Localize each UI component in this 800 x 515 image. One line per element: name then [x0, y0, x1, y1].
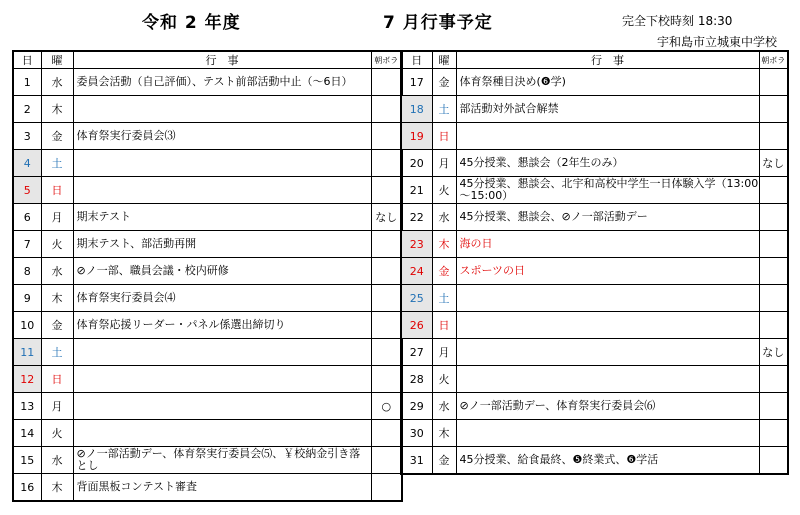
event-cell: 45分授業、懇談会、北宇和高校中学生一日体験入学（13:00～15:00） — [456, 177, 759, 204]
day-cell: 21 — [401, 177, 432, 204]
day-cell: 24 — [401, 258, 432, 285]
table-row — [13, 177, 402, 204]
dow-cell: 金 — [432, 69, 456, 96]
event-cell: 期末テスト — [73, 204, 371, 231]
table-row — [401, 204, 788, 231]
day-cell: 3 — [13, 123, 41, 150]
day-cell: 27 — [401, 339, 432, 366]
morning-cell — [759, 366, 788, 393]
morning-cell — [759, 69, 788, 96]
dow-cell: 火 — [432, 177, 456, 204]
dow-cell: 月 — [41, 204, 73, 231]
dow-cell: 木 — [432, 420, 456, 447]
col-header-day: 日 — [401, 51, 432, 69]
dow-cell: 木 — [432, 231, 456, 258]
school-name: 宇和島市立城東中学校 — [657, 35, 778, 49]
event-cell — [73, 339, 371, 366]
dow-cell: 月 — [432, 339, 456, 366]
event-cell — [456, 123, 759, 150]
dow-cell: 木 — [41, 474, 73, 502]
day-cell: 13 — [13, 393, 41, 420]
morning-cell — [759, 285, 788, 312]
event-cell — [73, 177, 371, 204]
event-cell — [456, 339, 759, 366]
dow-cell: 火 — [41, 231, 73, 258]
day-cell: 8 — [13, 258, 41, 285]
table-row — [13, 285, 402, 312]
dow-cell: 火 — [432, 366, 456, 393]
day-cell: 10 — [13, 312, 41, 339]
col-header-dow: 曜 — [432, 51, 456, 69]
event-cell — [73, 150, 371, 177]
day-cell: 14 — [13, 420, 41, 447]
dow-cell: 月 — [432, 150, 456, 177]
dow-cell: 水 — [41, 447, 73, 474]
table-row — [13, 474, 402, 502]
table-header-row — [401, 51, 788, 69]
dow-cell: 土 — [432, 285, 456, 312]
dow-cell: 水 — [41, 69, 73, 96]
event-cell — [456, 312, 759, 339]
event-cell: 体育祭実行委員会⑶ — [73, 123, 371, 150]
dow-cell: 土 — [41, 339, 73, 366]
table-row — [401, 258, 788, 285]
day-cell: 4 — [13, 150, 41, 177]
table-row — [13, 339, 402, 366]
dow-cell: 金 — [432, 447, 456, 475]
dow-cell: 水 — [432, 204, 456, 231]
col-header-dow: 曜 — [41, 51, 73, 69]
morning-cell — [759, 231, 788, 258]
dow-cell: 金 — [432, 258, 456, 285]
morning-cell — [759, 312, 788, 339]
month-title: 7 月行事予定 — [383, 13, 493, 33]
dow-cell: 月 — [41, 393, 73, 420]
event-cell: 期末テスト、部活動再開 — [73, 231, 371, 258]
table-row — [401, 420, 788, 447]
event-cell: 背面黒板コンテスト審査 — [73, 474, 371, 502]
col-header-event: 行 事 — [456, 51, 759, 69]
morning-cell — [371, 231, 402, 258]
day-cell: 17 — [401, 69, 432, 96]
table-row — [13, 393, 402, 420]
event-cell — [73, 366, 371, 393]
dow-cell: 水 — [41, 258, 73, 285]
morning-cell — [759, 447, 788, 475]
day-cell: 30 — [401, 420, 432, 447]
morning-cell — [759, 258, 788, 285]
day-cell: 22 — [401, 204, 432, 231]
day-cell: 29 — [401, 393, 432, 420]
day-cell: 2 — [13, 96, 41, 123]
dow-cell: 日 — [432, 312, 456, 339]
table-row — [401, 123, 788, 150]
table-row — [401, 96, 788, 123]
morning-cell: なし — [759, 339, 788, 366]
morning-cell: なし — [371, 204, 402, 231]
table-row — [13, 123, 402, 150]
event-cell: 体育祭実行委員会⑷ — [73, 285, 371, 312]
dow-cell: 水 — [432, 393, 456, 420]
event-cell: 45分授業、給食最終、❺終業式、❻学活 — [456, 447, 759, 475]
day-cell: 6 — [13, 204, 41, 231]
dow-cell: 火 — [41, 420, 73, 447]
event-cell — [73, 393, 371, 420]
day-cell: 25 — [401, 285, 432, 312]
morning-cell — [759, 420, 788, 447]
morning-cell — [371, 474, 402, 502]
dow-cell: 日 — [41, 177, 73, 204]
morning-cell — [759, 96, 788, 123]
event-cell — [456, 366, 759, 393]
event-cell: 海の日 — [456, 231, 759, 258]
morning-cell — [371, 96, 402, 123]
event-cell — [73, 420, 371, 447]
morning-cell — [759, 123, 788, 150]
day-cell: 12 — [13, 366, 41, 393]
morning-cell — [371, 69, 402, 96]
morning-cell — [371, 420, 402, 447]
table-row — [13, 231, 402, 258]
day-cell: 28 — [401, 366, 432, 393]
table-row — [13, 258, 402, 285]
dow-cell: 土 — [41, 150, 73, 177]
table-row — [401, 339, 788, 366]
morning-cell — [371, 177, 402, 204]
day-cell: 26 — [401, 312, 432, 339]
event-cell: 45分授業、懇談会、⊘ノ一部活動デー — [456, 204, 759, 231]
table-row — [401, 150, 788, 177]
col-header-morning: 朝ボラ — [759, 51, 788, 69]
morning-cell — [371, 150, 402, 177]
day-cell: 11 — [13, 339, 41, 366]
morning-cell — [371, 312, 402, 339]
table-row — [401, 285, 788, 312]
table-row — [13, 312, 402, 339]
day-cell: 18 — [401, 96, 432, 123]
event-cell — [456, 420, 759, 447]
morning-cell — [759, 393, 788, 420]
table-row — [13, 366, 402, 393]
event-cell: 体育祭応援リーダー・パネル係選出締切り — [73, 312, 371, 339]
dow-cell: 金 — [41, 312, 73, 339]
schedule-table-right — [400, 50, 789, 475]
dow-cell: 日 — [432, 123, 456, 150]
event-cell: スポーツの日 — [456, 258, 759, 285]
table-row — [401, 69, 788, 96]
event-cell: 45分授業、懇談会（2年生のみ） — [456, 150, 759, 177]
table-row — [401, 177, 788, 204]
event-cell — [73, 96, 371, 123]
table-row — [13, 96, 402, 123]
dow-cell: 木 — [41, 96, 73, 123]
day-cell: 7 — [13, 231, 41, 258]
dow-cell: 日 — [41, 366, 73, 393]
morning-cell — [371, 339, 402, 366]
table-row — [401, 312, 788, 339]
morning-cell — [371, 123, 402, 150]
morning-cell — [759, 204, 788, 231]
table-row — [13, 447, 402, 474]
dow-cell: 金 — [41, 123, 73, 150]
event-cell — [456, 285, 759, 312]
morning-cell: なし — [759, 150, 788, 177]
day-cell: 9 — [13, 285, 41, 312]
morning-cell — [759, 177, 788, 204]
day-cell: 31 — [401, 447, 432, 475]
table-row — [13, 420, 402, 447]
event-cell: ⊘ノ一部活動デー、体育祭実行委員会⑸、￥校納金引き落とし — [73, 447, 371, 474]
day-cell: 1 — [13, 69, 41, 96]
dismissal-time: 完全下校時刻 18:30 — [622, 14, 733, 28]
event-cell: ⊘ノ一部、職員会議・校内研修 — [73, 258, 371, 285]
table-row — [401, 231, 788, 258]
table-row — [401, 366, 788, 393]
schedule-table-left — [12, 50, 403, 502]
morning-cell — [371, 285, 402, 312]
dow-cell: 木 — [41, 285, 73, 312]
table-row — [401, 447, 788, 475]
morning-cell — [371, 366, 402, 393]
page-title: 令和 2 年度 — [142, 13, 241, 33]
dow-cell: 土 — [432, 96, 456, 123]
day-cell: 23 — [401, 231, 432, 258]
morning-cell — [371, 447, 402, 474]
day-cell: 20 — [401, 150, 432, 177]
col-header-event: 行 事 — [73, 51, 371, 69]
morning-cell: ○ — [371, 393, 402, 420]
col-header-day: 日 — [13, 51, 41, 69]
event-cell: 部活動対外試合解禁 — [456, 96, 759, 123]
table-header-row — [13, 51, 402, 69]
table-row — [401, 393, 788, 420]
event-cell: 委員会活動（自己評価）、テスト前部活動中止（～6日） — [73, 69, 371, 96]
table-row — [13, 150, 402, 177]
day-cell: 5 — [13, 177, 41, 204]
event-cell: ⊘ノ一部活動デー、体育祭実行委員会⑹ — [456, 393, 759, 420]
table-row — [13, 69, 402, 96]
day-cell: 16 — [13, 474, 41, 502]
morning-cell — [371, 258, 402, 285]
day-cell: 19 — [401, 123, 432, 150]
col-header-morning: 朝ボラ — [371, 51, 402, 69]
day-cell: 15 — [13, 447, 41, 474]
event-cell: 体育祭種目決め(❻学) — [456, 69, 759, 96]
table-row — [13, 204, 402, 231]
